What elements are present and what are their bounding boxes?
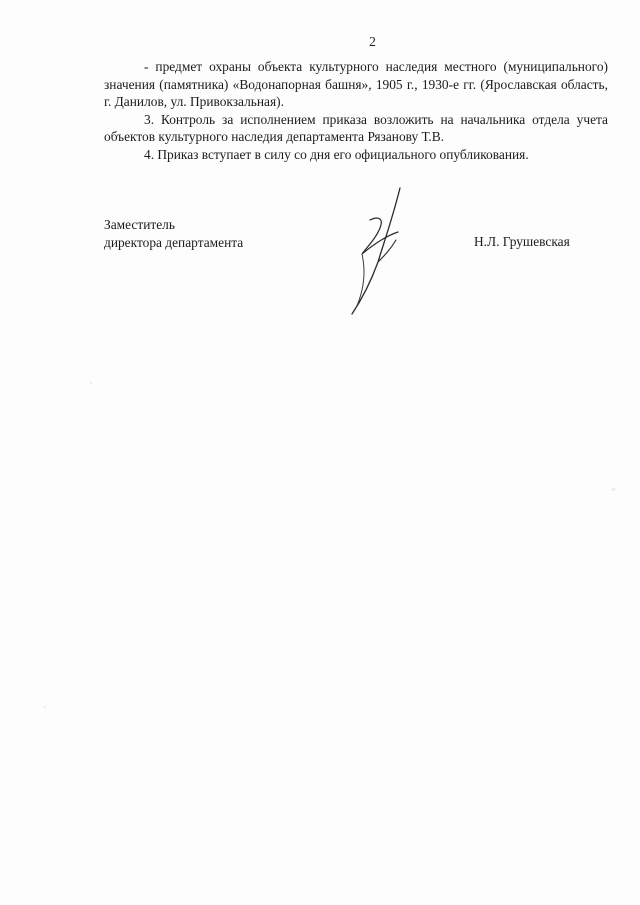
signer-name: Н.Л. Грушевская — [474, 234, 570, 249]
paragraph-effective-date: 4. Приказ вступает в силу со дня его официального опубликования. — [144, 146, 529, 162]
signatory-position-line2: директора департамента — [104, 234, 244, 250]
paragraph-control: 3. Контроль за исполнением приказа возложить на начальника отдела учета объектов культурного наследия департамента Рязанову Т.В. — [104, 111, 608, 144]
signatory-position — [104, 216, 243, 251]
scan-speck — [612, 488, 615, 491]
document-body — [104, 58, 608, 163]
signatory-position-line1: Заместитель — [104, 217, 175, 232]
scan-speck — [44, 706, 46, 708]
paragraph-protection-subject: - предмет охраны объекта культурного наследия местного (муниципального) значения (памятника) «Водонапорная башня», 1905 г., 1930-е гг. (Ярославская область, г. Данилов, ул. Привокзальная). — [104, 59, 608, 109]
handwritten-signature — [340, 180, 420, 320]
scan-speck — [90, 382, 92, 384]
page-number: 2 — [369, 34, 376, 49]
